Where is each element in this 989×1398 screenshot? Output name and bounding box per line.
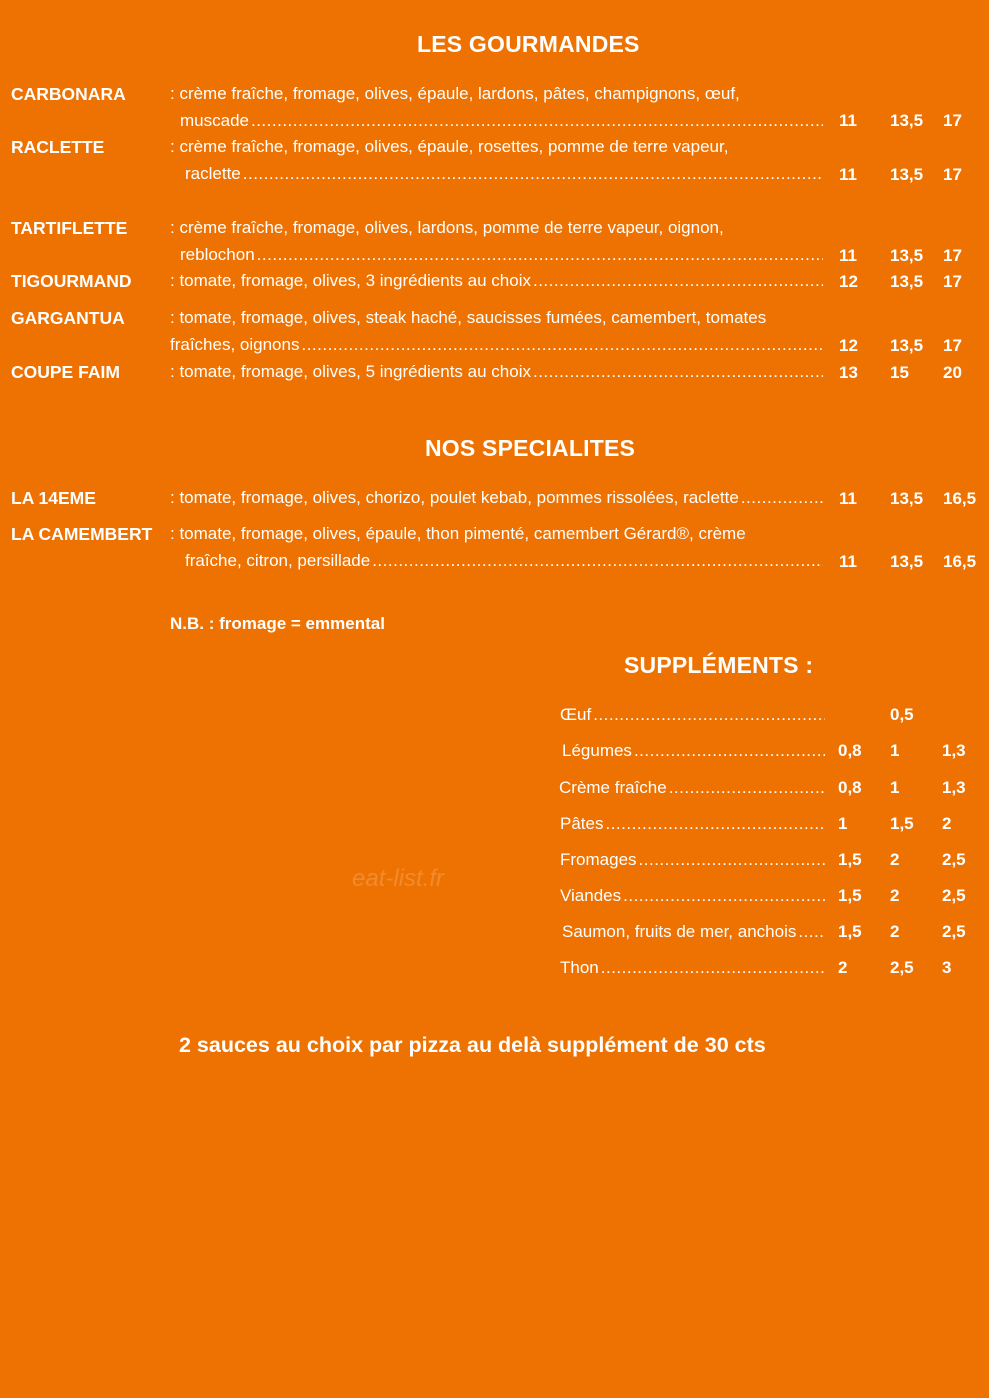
leader-dots <box>634 741 825 761</box>
price-medium: 13,5 <box>890 272 924 291</box>
price-small: 11 <box>839 165 857 184</box>
supplement-price-2: 1 <box>890 741 900 760</box>
price-large: 17 <box>943 165 962 184</box>
item-description: : tomate, fromage, olives, 3 ingrédients au choix <box>170 271 531 290</box>
supplement-row-pates <box>0 814 989 840</box>
supplement-price-3: 2,5 <box>942 886 966 905</box>
menu-item-tigourmand <box>0 271 989 297</box>
supplement-price-3: 2 <box>942 814 952 833</box>
price-large: 17 <box>943 246 962 265</box>
item-description-cont: raclette <box>185 164 241 183</box>
supplement-price-1: 1,5 <box>838 922 862 941</box>
supplement-label: Légumes <box>562 741 632 760</box>
supplement-label: Œuf <box>560 705 592 724</box>
item-description: : tomate, fromage, olives, steak haché, saucisses fumées, camembert, tomates <box>170 308 767 327</box>
supplement-row-creme-fraiche <box>0 778 989 804</box>
price-small: 11 <box>839 489 857 508</box>
price-small: 11 <box>839 246 857 265</box>
leader-dots <box>533 362 823 382</box>
item-description: : crème fraîche, fromage, olives, épaule, lardons, pâtes, champignons, œuf, <box>170 84 740 103</box>
menu-item-gargantua <box>0 308 989 368</box>
price-medium: 13,5 <box>890 111 924 130</box>
price-small: 13 <box>839 363 858 382</box>
menu-item-la-camembert <box>0 524 989 584</box>
supplement-price-1: 1,5 <box>838 850 862 869</box>
item-description: : tomate, fromage, olives, 5 ingrédients au choix <box>170 362 531 381</box>
price-medium: 13,5 <box>890 246 924 265</box>
leader-dots <box>301 335 823 355</box>
item-description: : crème fraîche, fromage, olives, lardons, pomme de terre vapeur, oignon, <box>170 218 724 237</box>
leader-dots <box>623 886 825 906</box>
leader-dots <box>639 850 825 870</box>
menu-item-tartiflette <box>0 218 989 278</box>
supplement-price-2: 2,5 <box>890 958 914 977</box>
supplement-label: Thon <box>560 958 599 977</box>
item-description: : tomate, fromage, olives, épaule, thon pimenté, camembert Gérard®, crème <box>170 524 746 543</box>
price-small: 12 <box>839 336 858 355</box>
menu-item-raclette <box>0 137 989 197</box>
leader-dots <box>533 271 823 291</box>
price-large: 16,5 <box>943 489 977 508</box>
supplement-price-3: 1,3 <box>942 741 966 760</box>
leader-dots <box>257 245 823 265</box>
price-large: 20 <box>943 363 962 382</box>
item-name: LA 14EME <box>11 488 96 508</box>
leader-dots <box>601 958 825 978</box>
supplement-price-1: 2 <box>838 958 848 977</box>
price-medium: 13,5 <box>890 489 924 508</box>
item-name: GARGANTUA <box>11 308 125 328</box>
supplement-row-saumon <box>0 922 989 948</box>
price-medium: 13,5 <box>890 165 924 184</box>
price-small: 11 <box>839 111 857 130</box>
supplement-row-oeuf <box>0 705 989 731</box>
item-description-cont: muscade <box>180 111 249 130</box>
leader-dots <box>741 488 825 508</box>
leader-dots <box>669 778 825 798</box>
supplement-row-fromages <box>0 850 989 876</box>
supplement-label: Pâtes <box>560 814 604 833</box>
supplement-price-1: 0,8 <box>838 778 862 797</box>
sauce-note: 2 sauces au choix par pizza au delà supplément de 30 cts <box>179 1033 766 1057</box>
item-description: : tomate, fromage, olives, chorizo, poulet kebab, pommes rissolées, raclette <box>170 488 739 507</box>
supplement-row-viandes <box>0 886 989 912</box>
item-name: TIGOURMAND <box>11 271 132 291</box>
price-small: 11 <box>839 552 857 571</box>
supplement-label: Saumon, fruits de mer, anchois <box>562 922 797 941</box>
supplement-price-2: 1 <box>890 778 900 797</box>
item-name: TARTIFLETTE <box>11 218 128 238</box>
supplement-price-2: 1,5 <box>890 814 914 833</box>
item-name: RACLETTE <box>11 137 105 157</box>
price-large: 17 <box>943 111 962 130</box>
item-description-cont: reblochon <box>180 245 255 264</box>
item-description: : crème fraîche, fromage, olives, épaule, rosettes, pomme de terre vapeur, <box>170 137 729 156</box>
section-title-supplements: SUPPLÉMENTS : <box>624 652 814 678</box>
supplement-price-1: 0,8 <box>838 741 862 760</box>
supplement-price-3: 1,3 <box>942 778 966 797</box>
price-medium: 15 <box>890 363 909 382</box>
supplement-row-thon <box>0 958 989 984</box>
supplement-row-legumes <box>0 741 989 767</box>
price-large: 16,5 <box>943 552 977 571</box>
supplement-label: Viandes <box>560 886 622 905</box>
supplement-price-1: 1 <box>838 814 848 833</box>
price-small: 12 <box>839 272 858 291</box>
supplement-price-3: 3 <box>942 958 952 977</box>
supplement-price-2: 2 <box>890 922 900 941</box>
supplement-price-1: 1,5 <box>838 886 862 905</box>
leader-dots <box>243 164 823 184</box>
leader-dots <box>798 922 825 942</box>
leader-dots <box>251 111 823 131</box>
supplement-price-2: 2 <box>890 886 900 905</box>
supplement-label: Crème fraîche <box>559 778 667 797</box>
menu-item-la-14eme <box>0 488 989 514</box>
supplement-price-3: 2,5 <box>942 850 966 869</box>
menu-item-coupe-faim <box>0 362 989 388</box>
leader-dots <box>605 814 825 834</box>
price-large: 17 <box>943 336 962 355</box>
section-title-specialites: NOS SPECIALITES <box>425 435 636 461</box>
leader-dots <box>372 551 823 571</box>
watermark: eat-list.fr <box>352 865 445 892</box>
section-title-gourmandes: LES GOURMANDES <box>417 31 640 57</box>
price-large: 17 <box>943 272 962 291</box>
item-description-cont: fraîche, citron, persillade <box>185 551 371 570</box>
item-description-cont: fraîches, oignons <box>170 335 300 354</box>
price-medium: 13,5 <box>890 552 924 571</box>
supplement-price-3: 2,5 <box>942 922 966 941</box>
item-name: LA CAMEMBERT <box>11 524 153 544</box>
leader-dots <box>593 705 825 725</box>
item-name: COUPE FAIM <box>11 362 120 382</box>
cheese-note: N.B. : fromage = emmental <box>170 614 385 633</box>
supplement-price-2: 0,5 <box>890 705 914 724</box>
price-medium: 13,5 <box>890 336 924 355</box>
item-name: CARBONARA <box>11 84 126 104</box>
supplement-price-2: 2 <box>890 850 900 869</box>
menu-item-carbonara <box>0 84 989 144</box>
supplement-label: Fromages <box>560 850 637 869</box>
